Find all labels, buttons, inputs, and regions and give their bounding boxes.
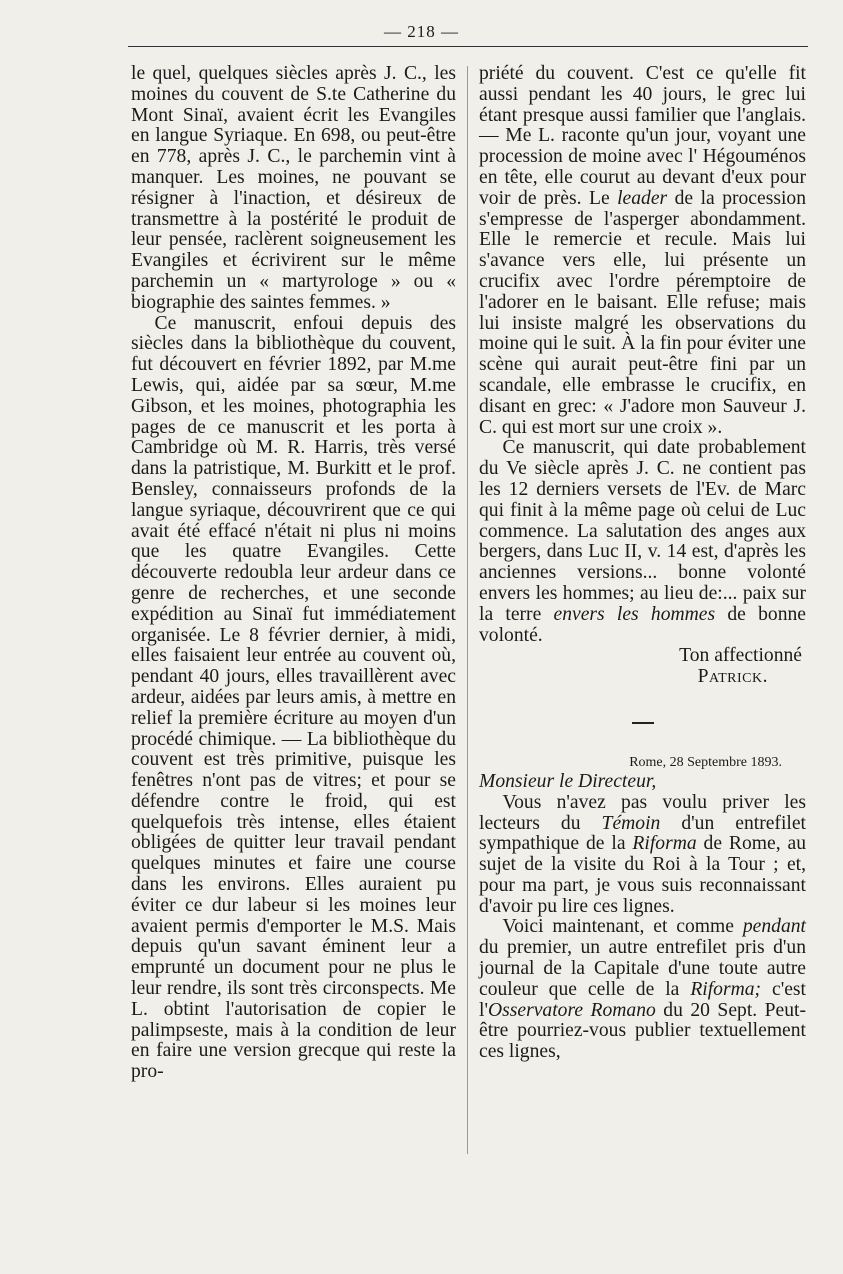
italic-run: Osservatore Romano	[487, 999, 656, 1021]
right-paragraph-2	[479, 438, 806, 646]
right-column	[479, 64, 806, 1162]
italic-run: leader	[617, 187, 668, 209]
page-number: — 218 —	[384, 22, 459, 41]
text-run: de bonne volonté.	[479, 603, 806, 646]
right-paragraph-3	[479, 793, 806, 918]
section-dash	[632, 722, 654, 724]
signature: Patrick.	[697, 666, 768, 688]
text-run: de Rome, au sujet de la visite du Roi à la Tour ; et, pour ma part, je vous suis reconnaissant d'avoir pu lire ces lignes.	[479, 833, 806, 917]
text-run: du premier, un autre entrefilet pris d'un journal de la Capitale d'une toute autre couleur que celle de la	[479, 937, 806, 1000]
text-run: c'est l'	[479, 978, 806, 1021]
closing-line: Ton affectionné	[679, 645, 802, 667]
italic-run: Témoin	[601, 812, 661, 834]
column-divider	[467, 66, 468, 1154]
italic-run: envers les hommes	[553, 603, 716, 625]
left-column	[131, 64, 456, 1162]
text-run: du 20 Sept. Peut-être pourriez-vous publier textuellement ces lignes,	[479, 999, 807, 1063]
salutation: Monsieur le Directeur,	[479, 770, 657, 792]
header-rule	[128, 46, 808, 47]
text-run: de la procession s'empresse de l'asperger abondamment. Elle le remercie et recule. Mais lui s'avance vers elle, lui présente un crucifix avec l'ordre péremptoire de l'adorer en le baisant. Elle refuse; mais lui insiste malgré les observations du moine qui le suit. À la fin pour éviter une scène qui aurait peut-être fini par un scandale, elle embrasse le crucifix, en disant en grec: « J'adore mon Sauveur J. C. qui est mort sur une croix ».	[479, 187, 806, 438]
text-run: d'un entrefilet sympathique de la	[479, 812, 806, 855]
right-paragraph-1	[479, 64, 806, 438]
left-paragraph-2: Ce manuscrit, enfoui depuis des siècles dans la bibliothèque du couvent, fut découvert en février 1892, par M.me Lewis, qui, aidée par sa sœur, M.me Gibson, et les moines, photographia les pages de ce manuscrit et les porta à Cambridge où M. R. Harris, très versé dans la patristique, M. Burkitt et le prof. Bensley, connaisseurs profonds de la langue syriaque, découvrirent que ce qui avait été effacé n'était ni plus ni moins que les quatre Evangiles. Cette découverte redoubla leur ardeur dans ce genre de recherches, et une seconde expédition au Sinaï fut immédiatement organisée. Le 8 février dernier, à midi, elles faisaient leur entrée au couvent où, pendant 40 jours, elles travaillèrent avec ardeur, aidées par leurs amis, à mettre en relief la première écriture au moyen d'un procédé chimique. — La bibliothèque du couvent est très primitive, puisque les fenêtres n'ont pas de vitres; et pour se défendre contre le froid, qui est quelquefois très intense, elles étaient obligées de quitter leur travail pendant quelques minutes et faire une course dans les environs. Elles auraient pu éviter ce dur labeur si les moines leur avaient permis d'emporter le M.S. Mais depuis qu'un savant éminent leur a emprunté un document pour ne plus le leur rendre, ils sont très circonspects. Me L. obtint l'autorisation de copier le palimpseste, mais à la condition de leur en faire une version grecque qui reste la pro-	[131, 312, 456, 1083]
text-run: Vous n'avez pas voulu priver les lecteurs du	[479, 791, 806, 834]
right-paragraph-4	[479, 917, 806, 1063]
dateline: Rome, 28 Septembre 1893.	[629, 754, 782, 770]
italic-run: Riforma;	[690, 978, 762, 1000]
text-run: priété du couvent. C'est ce qu'elle fit aussi pendant les 40 jours, le grec lui étant presque aussi familier que l'anglais. — Me L. raconte qu'un jour, voyant une procession de moine avec l' Hégouménos en tête, elle courut au devant d'eux pour voir de près. Le	[479, 63, 806, 209]
text-run: Ce manuscrit, qui date probablement du Ve siècle après J. C. ne contient pas les 12 derniers versets de l'Ev. de Marc qui finit à la même page où celui de Luc commence. La salutation des anges aux bergers, dans Luc II, v. 14 est, d'après les anciennes versions... bonne volonté envers les hommes; au lieu de:... paix sur la terre	[479, 437, 806, 625]
text-run: Voici maintenant, et comme	[502, 916, 743, 938]
italic-run: Riforma	[632, 833, 697, 855]
italic-run: pendant	[742, 916, 806, 938]
left-paragraph-1: le quel, quelques siècles après J. C., les moines du couvent de S.te Catherine du Mont Sinaï, avaient écrit les Evangiles en langue Syriaque. En 698, ou peut-être en 778, après J. C., le parchemin vint à manquer. Les moines, ne pouvant se résigner à l'inaction, et désireux de transmettre à la postérité le produit de leur pensée, raclèrent soigneusement les Evangiles et écrivirent sur le même parchemin un « martyrologe » ou « biographie des saintes femmes. »	[131, 63, 456, 313]
